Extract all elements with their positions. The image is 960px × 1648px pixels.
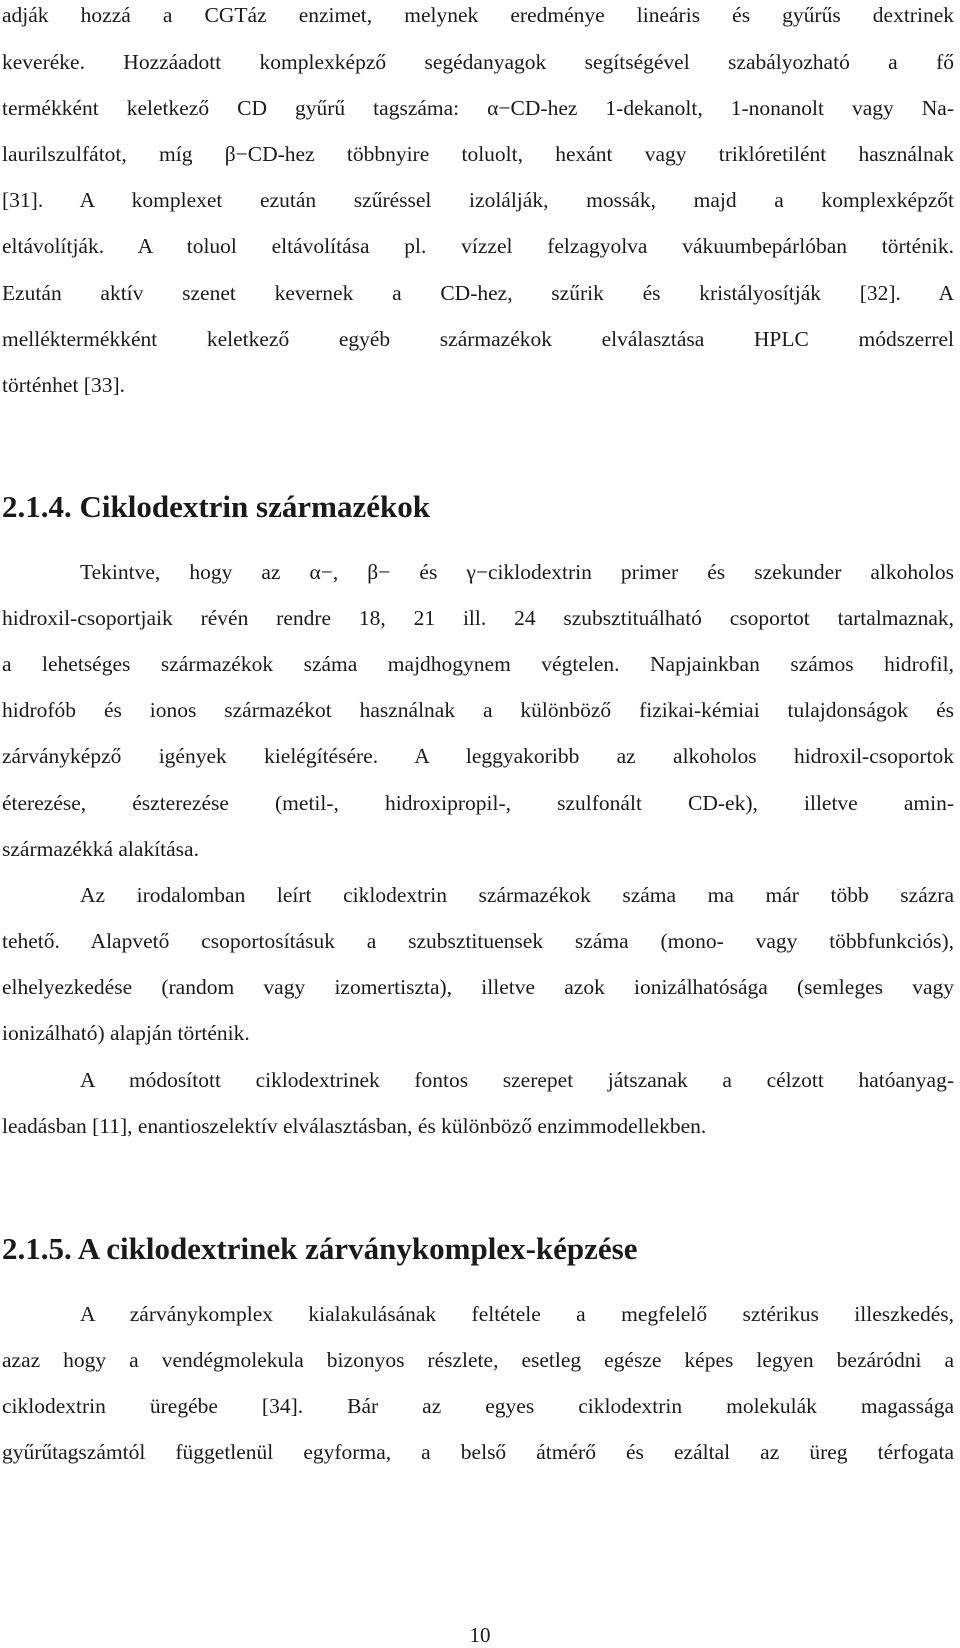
section-heading: 2.1.5. A ciklodextrinek zárványkomplex-képzése [2,1231,638,1266]
paragraph-line: éterezése, észterezése (metil-, hidroxipropil-, szulfonált CD-ek), illetve amin- [2,791,954,815]
paragraph-line: A módosított ciklodextrinek fontos szerepet játszanak a célzott hatóanyag- [80,1068,954,1092]
intro-line: termékként keletkező CD gyűrű tagszáma: α−CD-hez 1-dekanolt, 1-nonanolt vagy Na- [2,96,954,120]
intro-line: adják hozzá a CGTáz enzimet, melynek eredménye lineáris és gyűrűs dextrinek [2,3,954,27]
paragraph-line: Az irodalomban leírt ciklodextrin származékok száma ma már több százra [80,883,954,907]
intro-line: laurilszulfátot, míg β−CD-hez többnyire toluolt, hexánt vagy triklóretilént használnak [2,142,954,166]
paragraph-line: ionizálható) alapján történik. [2,1021,250,1045]
paragraph-line: gyűrűtagszámtól függetlenül egyforma, a belső átmérő és ezáltal az üreg térfogata [2,1440,954,1464]
paragraph-line: azaz hogy a vendégmolekula bizonyos részlete, esetleg egésze képes legyen bezáródni a [2,1348,954,1372]
paragraph-line: Tekintve, hogy az α−, β− és γ−ciklodextrin primer és szekunder alkoholos [80,560,954,584]
intro-line: melléktermékként keletkező egyéb származékok elválasztása HPLC módszerrel [2,327,954,351]
intro-line: eltávolítják. A toluol eltávolítása pl. vízzel felzagyolva vákuumbepárlóban történik. [2,234,954,258]
paragraph-line: a lehetséges származékok száma majdhogynem végtelen. Napjainkban számos hidrofil, [2,652,954,676]
section-heading: 2.1.4. Ciklodextrin származékok [2,489,430,524]
intro-line: [31]. A komplexet ezután szűréssel izolálják, mossák, majd a komplexképzőt [2,188,954,212]
paragraph-line: elhelyezkedése (random vagy izomertiszta), illetve azok ionizálhatósága (semleges vagy [2,975,954,999]
paragraph-line: tehető. Alapvető csoportosításuk a szubsztituensek száma (mono- vagy többfunkciós), [2,929,954,953]
paragraph-line: zárványképző igények kielégítésére. A leggyakoribb az alkoholos hidroxil-csoportok [2,744,954,768]
paragraph-line: leadásban [11], enantioszelektív elválasztásban, és különböző enzimmodellekben. [2,1114,707,1138]
intro-line: keveréke. Hozzáadott komplexképző segédanyagok segítségével szabályozható a fő [2,50,954,74]
intro-line: történhet [33]. [2,373,125,397]
paragraph-line: származékká alakítása. [2,837,199,861]
page-number: 10 [469,1623,491,1647]
paragraph-line: ciklodextrin üregébe [34]. Bár az egyes ciklodextrin molekulák magassága [2,1394,954,1418]
paragraph-line: A zárványkomplex kialakulásának feltétele a megfelelő sztérikus illeszkedés, [80,1302,954,1326]
intro-line: Ezután aktív szenet kevernek a CD-hez, szűrik és kristályosítják [32]. A [2,281,954,305]
paragraph-line: hidroxil-csoportjaik révén rendre 18, 21 ill. 24 szubsztituálható csoportot tartalmaznak, [2,606,954,630]
paragraph-line: hidrofób és ionos származékot használnak a különböző fizikai-kémiai tulajdonságok és [2,698,954,722]
